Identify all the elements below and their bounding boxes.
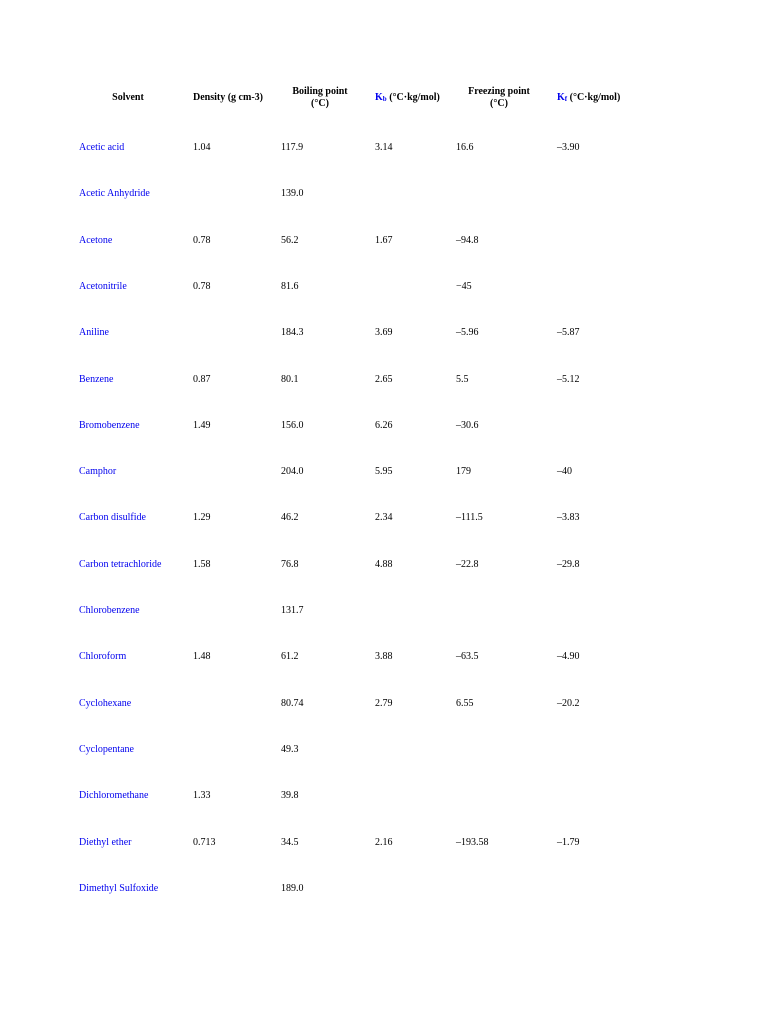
table-row [0,883,768,897]
density-cell: 1.58 [193,559,211,570]
solvent-link[interactable]: Diethyl ether [79,837,132,848]
table-row [0,420,768,434]
boiling-point-cell: 117.9 [281,142,304,153]
solvent-link[interactable]: Cyclopentane [79,744,134,755]
kf-cell: –5.87 [557,327,580,338]
boiling-point-cell: 80.74 [281,698,304,709]
table-row [0,466,768,480]
boiling-point-cell: 56.2 [281,235,299,246]
kb-cell: 2.16 [375,837,393,848]
kb-cell: 2.79 [375,698,393,709]
freezing-point-cell: –193.58 [456,837,489,848]
table-row [0,327,768,341]
kf-cell: –3.83 [557,512,580,523]
freezing-point-cell: 179 [456,466,471,477]
kb-cell: 5.95 [375,466,393,477]
solvent-link[interactable]: Acetic acid [79,142,125,153]
density-cell: 0.713 [193,837,216,848]
header-boiling-point: Boiling point (°C) [292,86,348,109]
table-row [0,744,768,758]
boiling-point-cell: 34.5 [281,837,299,848]
kb-cell: 6.26 [375,420,393,431]
kb-link[interactable]: Kb [375,91,387,103]
solvent-link[interactable]: Camphor [79,466,117,477]
table-row [0,837,768,851]
table-row [0,374,768,388]
boiling-point-cell: 81.6 [281,281,299,292]
kf-cell: –3.90 [557,142,580,153]
header-solvent: Solvent [112,92,144,103]
kb-cell: 3.88 [375,651,393,662]
density-cell: 0.78 [193,281,211,292]
solvent-link[interactable]: Aniline [79,327,109,338]
freezing-point-cell: –30.6 [456,420,479,431]
kb-cell: 4.88 [375,559,393,570]
boiling-point-cell: 204.0 [281,466,304,477]
table-row [0,512,768,526]
solvent-link[interactable]: Acetonitrile [79,281,127,292]
table-row [0,188,768,202]
freezing-point-cell: –111.5 [456,512,483,523]
kf-cell: –5.12 [557,374,580,385]
table-row [0,790,768,804]
table-row [0,698,768,712]
freezing-point-cell: 16.6 [456,142,474,153]
density-cell: 1.29 [193,512,211,523]
solvent-link[interactable]: Acetic Anhydride [79,188,150,199]
boiling-point-cell: 184.3 [281,327,304,338]
density-cell: 1.49 [193,420,211,431]
solvent-link[interactable]: Carbon disulfide [79,512,146,523]
kf-cell: –1.79 [557,837,580,848]
freezing-point-cell: –63.5 [456,651,479,662]
kb-cell: 3.14 [375,142,393,153]
density-cell: 1.48 [193,651,211,662]
table-row [0,651,768,665]
boiling-point-cell: 131.7 [281,605,304,616]
boiling-point-cell: 80.1 [281,374,299,385]
table-row [0,605,768,619]
kf-cell: –4.90 [557,651,580,662]
freezing-point-cell: –94.8 [456,235,479,246]
density-cell: 1.33 [193,790,211,801]
kf-link[interactable]: Kf [557,91,568,103]
boiling-point-cell: 49.3 [281,744,299,755]
boiling-point-cell: 61.2 [281,651,299,662]
solvent-link[interactable]: Dimethyl Sulfoxide [79,883,159,894]
boiling-point-cell: 189.0 [281,883,304,894]
freezing-point-cell: −45 [456,281,472,292]
solvent-link[interactable]: Bromobenzene [79,420,140,431]
header-kf: Kf (°C·kg/mol) [557,91,621,103]
freezing-point-cell: 6.55 [456,698,474,709]
header-freezing-point: Freezing point (°C) [468,86,530,109]
header-kb: Kb (°C·kg/mol) [375,91,440,103]
density-cell: 0.78 [193,235,211,246]
kf-cell: –20.2 [557,698,580,709]
solvent-link[interactable]: Carbon tetrachloride [79,559,162,570]
boiling-point-cell: 156.0 [281,420,304,431]
kf-cell: –29.8 [557,559,580,570]
solvent-link[interactable]: Dichloromethane [79,790,149,801]
solvent-link[interactable]: Chloroform [79,651,127,662]
density-cell: 0.87 [193,374,211,385]
header-density: Density (g cm-3) [193,92,263,103]
freezing-point-cell: 5.5 [456,374,469,385]
kf-cell: –40 [557,466,572,477]
kb-cell: 1.67 [375,235,393,246]
table-row [0,142,768,156]
boiling-point-cell: 39.8 [281,790,299,801]
solvent-link[interactable]: Benzene [79,374,114,385]
solvent-link[interactable]: Cyclohexane [79,698,132,709]
boiling-point-cell: 76.8 [281,559,299,570]
solvent-link[interactable]: Acetone [79,235,113,246]
table-row [0,559,768,573]
density-cell: 1.04 [193,142,211,153]
table-row [0,235,768,249]
freezing-point-cell: –5.96 [456,327,479,338]
kb-cell: 2.65 [375,374,393,385]
boiling-point-cell: 139.0 [281,188,304,199]
table-row [0,281,768,295]
kb-cell: 2.34 [375,512,393,523]
freezing-point-cell: –22.8 [456,559,479,570]
kb-cell: 3.69 [375,327,393,338]
solvent-link[interactable]: Chlorobenzene [79,605,140,616]
boiling-point-cell: 46.2 [281,512,299,523]
